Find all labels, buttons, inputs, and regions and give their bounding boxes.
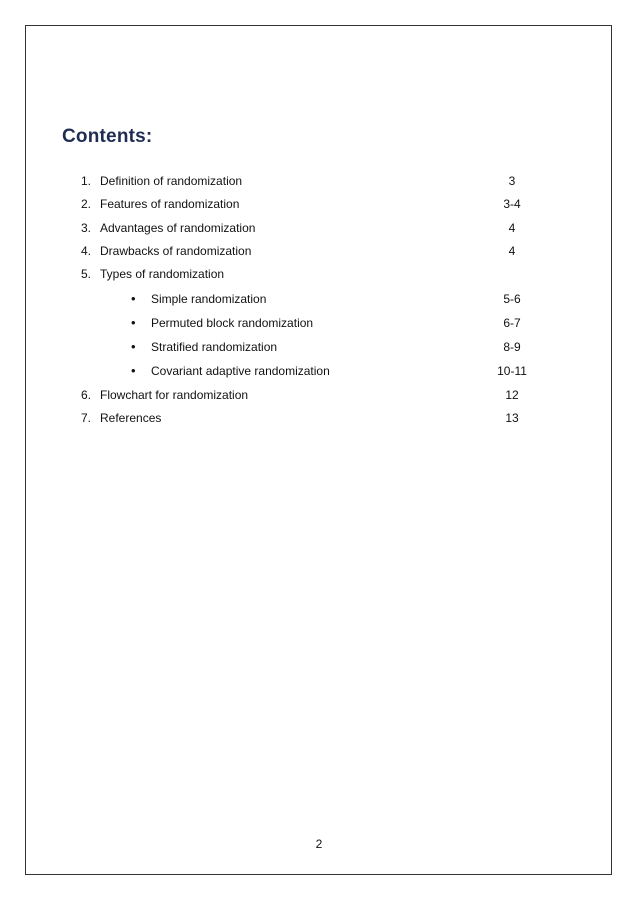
toc-item-number: 6. [81, 388, 92, 402]
toc-subitem-permuted-block[interactable] [0, 315, 638, 331]
toc-item-page: 3 [508, 174, 516, 188]
toc-item-number: 3. [81, 221, 92, 235]
toc-item-definition[interactable] [0, 173, 638, 189]
toc-item-number: 5. [81, 267, 92, 281]
bullet-icon: • [131, 339, 136, 354]
bullet-icon: • [131, 315, 136, 330]
toc-subitem-page: 5-6 [503, 292, 521, 306]
page-border [25, 25, 612, 875]
toc-subitem-covariant-adaptive[interactable] [0, 363, 638, 379]
toc-item-label: References [100, 411, 162, 425]
toc-item-page: 13 [505, 411, 519, 425]
toc-subitem-page: 10-11 [497, 364, 527, 378]
toc-subitem-label: Permuted block randomization [151, 316, 314, 330]
footer-page-number: 2 [315, 837, 323, 851]
toc-subitem-stratified[interactable] [0, 339, 638, 355]
toc-item-number: 2. [81, 197, 92, 211]
toc-item-types[interactable] [0, 266, 638, 282]
bullet-icon: • [131, 363, 136, 378]
page-title: Contents: [62, 126, 153, 147]
toc-item-label: Flowchart for randomization [100, 388, 249, 402]
toc-item-number: 4. [81, 244, 92, 258]
toc-item-references[interactable] [0, 410, 638, 426]
toc-item-label: Features of randomization [100, 197, 240, 211]
toc-subitem-label: Simple randomization [151, 292, 267, 306]
toc-subitem-label: Covariant adaptive randomization [151, 364, 330, 378]
toc-item-number: 1. [81, 174, 92, 188]
toc-item-page: 12 [505, 388, 519, 402]
toc-item-page: 3-4 [503, 197, 521, 211]
bullet-icon: • [131, 291, 136, 306]
toc-item-drawbacks[interactable] [0, 243, 638, 259]
toc-item-number: 7. [81, 411, 92, 425]
toc-item-advantages[interactable] [0, 220, 638, 236]
toc-subitem-label: Stratified randomization [151, 340, 278, 354]
toc-item-page: 4 [508, 244, 516, 258]
toc-subitem-page: 6-7 [503, 316, 521, 330]
toc-item-page: 4 [508, 221, 516, 235]
toc-item-features[interactable] [0, 196, 638, 212]
toc-subitem-simple[interactable] [0, 291, 638, 307]
toc-item-label: Drawbacks of randomization [100, 244, 252, 258]
toc-subitem-page: 8-9 [503, 340, 521, 354]
toc-item-label: Types of randomization [100, 267, 225, 281]
toc-item-flowchart[interactable] [0, 387, 638, 403]
toc-item-label: Advantages of randomization [100, 221, 256, 235]
toc-item-label: Definition of randomization [100, 174, 243, 188]
